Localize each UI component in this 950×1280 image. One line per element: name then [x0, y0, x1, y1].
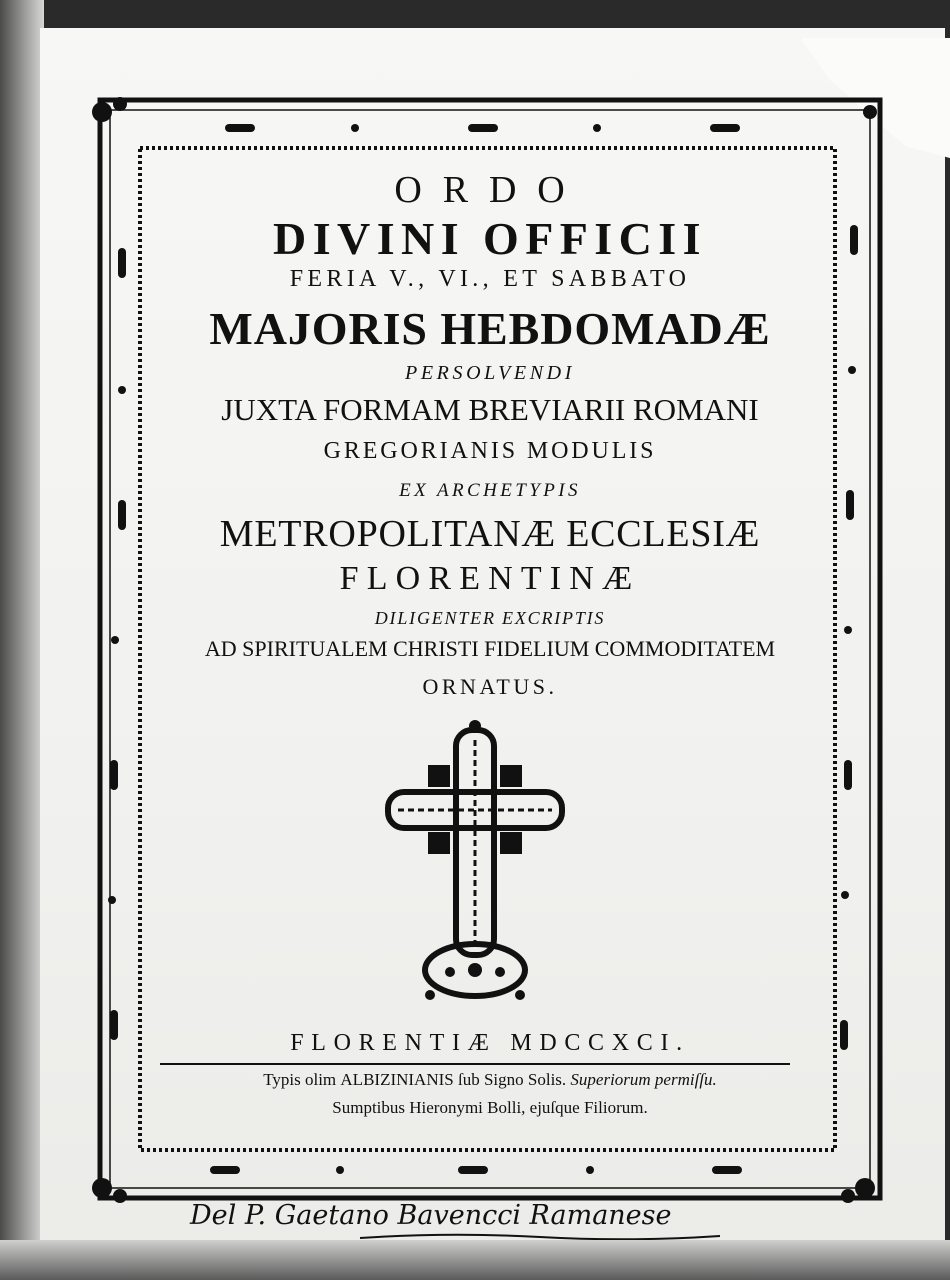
imprint-albizinianis: ALBIZINIANIS [340, 1070, 454, 1089]
title-diligenter: DILIGENTER EXCRIPTIS [374, 608, 606, 628]
imprint-sub-signo: ſub Signo Solis. [453, 1070, 571, 1089]
title-ex-archetypis: EX ARCHETYPIS [399, 480, 581, 501]
imprint-line-2: Sumptibus Hieronymi Bolli, ejuſque Filiorum. [332, 1098, 648, 1117]
imprint-permissu: Superiorum permiſſu. [570, 1070, 717, 1089]
cross-ornament [380, 720, 570, 1010]
title-ornatus: ORNATUS. [422, 674, 558, 699]
page-bottom-shadow [0, 1240, 950, 1280]
title-divini-officii: DIVINI OFFICII [273, 213, 707, 264]
imprint-typis: Typis olim [263, 1070, 341, 1089]
imprint-line-1 [150, 1070, 830, 1090]
handwritten-inscription: Del P. Gaetano Bavencci Ramanese [190, 1200, 672, 1231]
title-florentinae: FLORENTINÆ [339, 560, 641, 597]
place-date: FLORENTIÆ MDCCXCI. [290, 1030, 690, 1056]
title-majoris-hebdomadae: MAJORIS HEBDOMADÆ [209, 303, 771, 354]
title-gregorianis: GREGORIANIS MODULIS [323, 438, 657, 464]
title-ordo: ORDO [394, 169, 586, 211]
title-persolvendi: PERSOLVENDI [405, 362, 575, 384]
title-metropolitanae: METROPOLITANÆ ECCLESIÆ [219, 513, 761, 555]
title-ad-spiritualem: AD SPIRITUALEM CHRISTI FIDELIUM COMMODITATEM [204, 636, 776, 661]
title-feria: FERIA V., VI., ET SABBATO [289, 266, 691, 292]
title-juxta-formam: JUXTA FORMAM BREVIARII ROMANI [221, 392, 759, 427]
